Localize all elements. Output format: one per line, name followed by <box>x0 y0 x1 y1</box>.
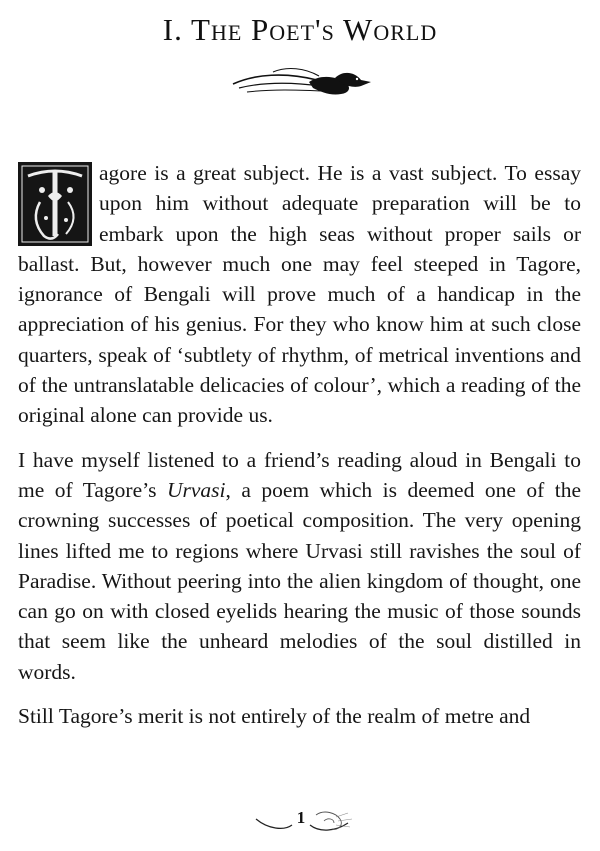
paragraph-3 <box>18 701 581 731</box>
drop-cap-t-icon <box>18 162 92 246</box>
bird-ornament-icon <box>225 62 375 100</box>
paragraph-3-text: Still Tagore’s merit is not entirely of the realm of metre and <box>18 704 531 729</box>
poem-title-urvasi: Urvasi <box>166 477 226 502</box>
paragraph-2-after: , a poem which is deemed one of the crowning successes of poetical composition. The very opening lines lifted me to regions where Urvasi still ravishes the soul of Paradise. Without peering into the alien kingdom of thought, one can go on with closed eyelids hearing the music of those sounds that seem like the unheard melodies of the soul distilled in words. <box>18 477 582 684</box>
paragraph-2 <box>18 445 581 687</box>
chapter-title: I. The Poet's World <box>162 12 438 47</box>
page-number: 1 <box>296 808 306 827</box>
paragraph-1-text: agore is a great subject. He is a vast subject. To essay upon him without adequate preparation will be to embark upon the high seas without proper sails or ballast. But, however much one may feel steeped in Tagore, ignorance of Bengali will prove much of a handicap in the appreciation of his genius. For they who know him at such close quarters, speak of ‘subtlety of rhythm, of metrical inventions and of the untranslatable delicacies of colour’, which a reading of the original alone can provide us. <box>18 161 581 428</box>
page-footer <box>240 805 365 841</box>
body-text <box>18 158 581 745</box>
paragraph-2-before: I have myself listened to a friend’s reading aloud in Bengali to me of Tagore’s <box>18 447 581 502</box>
paragraph-1 <box>18 158 581 431</box>
